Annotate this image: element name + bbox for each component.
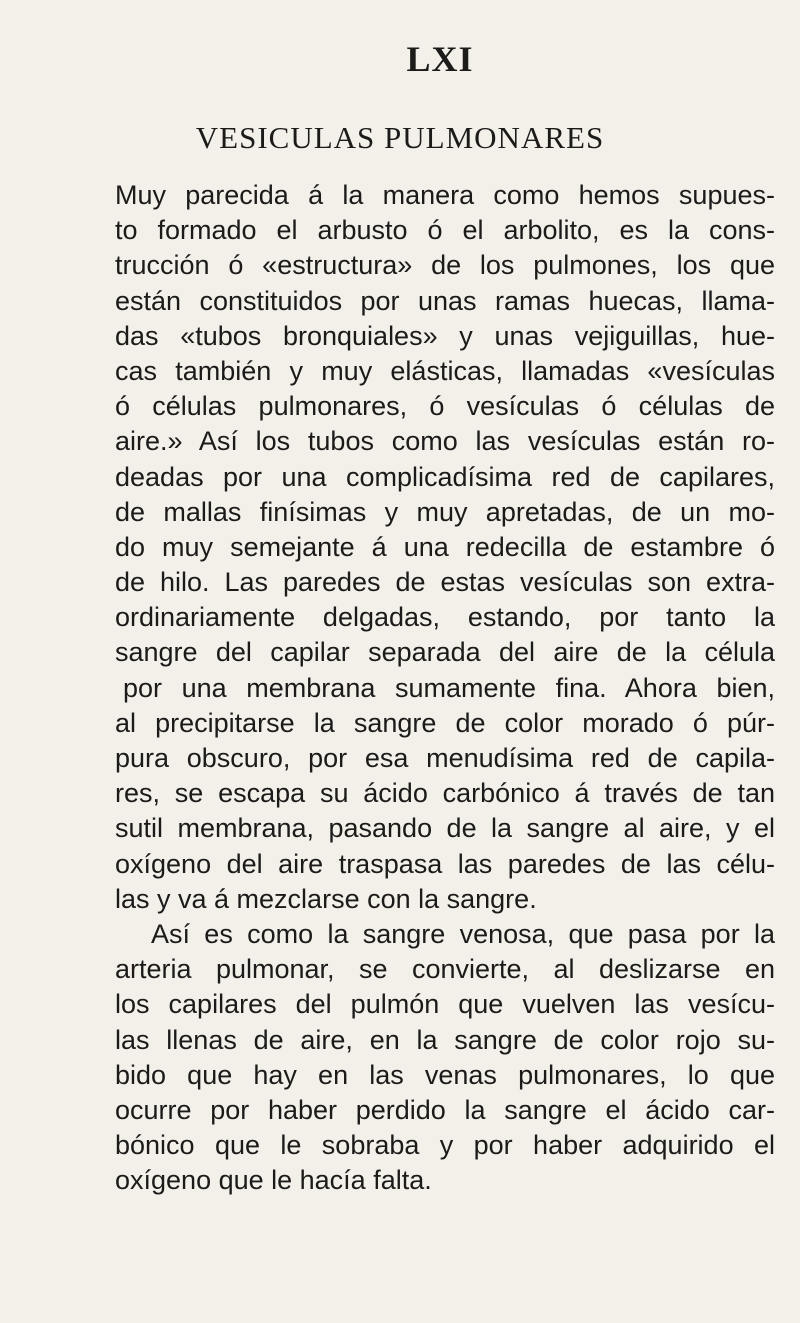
text-line: res, se escapa su ácido carbónico á través de tan bbox=[115, 778, 775, 809]
text-line: bónico que le sobraba y por haber adquirido el bbox=[115, 1130, 775, 1161]
text-line: de mallas finísimas y muy apretadas, de un mo- bbox=[115, 496, 775, 527]
text-line: sangre del capilar separada del aire de la célula bbox=[115, 637, 775, 668]
text-line: to formado el arbusto ó el arbolito, es la cons- bbox=[115, 215, 775, 246]
text-line: ó células pulmonares, ó vesículas ó células de bbox=[115, 391, 775, 422]
text-line: las y va á mezclarse con la sangre. bbox=[115, 883, 537, 914]
text-line: bido que hay en las venas pulmonares, lo que bbox=[115, 1059, 775, 1090]
text-line: ordinariamente delgadas, estando, por tanto la bbox=[115, 602, 775, 633]
text-line: están constituidos por unas ramas huecas, llama- bbox=[115, 285, 775, 316]
text-line: deadas por una complicadísima red de capilares, bbox=[115, 461, 775, 492]
section-number: LXI bbox=[406, 39, 474, 79]
text-line: las llenas de aire, en la sangre de color rojo su- bbox=[115, 1024, 775, 1055]
text-line: pura obscuro, por esa menudísima red de capila- bbox=[115, 743, 775, 773]
text-line: oxígeno del aire traspasa las paredes de las célu- bbox=[115, 848, 775, 879]
section-title: VESICULAS PULMONARES bbox=[195, 120, 605, 155]
text-line: aire.» Así los tubos como las vesículas están ro- bbox=[115, 426, 775, 457]
paragraph bbox=[115, 178, 775, 917]
text-line: do muy semejante á una redecilla de estambre ó bbox=[115, 531, 775, 562]
text-line: Muy parecida á la manera como hemos supues- bbox=[115, 180, 775, 210]
text-line: sutil membrana, pasando de la sangre al aire, y el bbox=[115, 813, 775, 844]
text-line: arteria pulmonar, se convierte, al deslizarse en bbox=[115, 954, 775, 985]
text-line: ocurre por haber perdido la sangre el ácido car- bbox=[115, 1094, 775, 1125]
text-line: de hilo. Las paredes de estas vesículas son extra- bbox=[115, 567, 775, 598]
paragraph bbox=[115, 917, 775, 1199]
text-line: oxígeno que le hacía falta. bbox=[115, 1165, 432, 1196]
text-line: trucción ó «estructura» de los pulmones, los que bbox=[115, 250, 775, 281]
text-line: Así es como la sangre venosa, que pasa por la bbox=[151, 918, 775, 949]
text-line: por una membrana sumamente fina. Ahora bien, bbox=[123, 672, 775, 703]
body-text bbox=[115, 178, 775, 1198]
text-line: los capilares del pulmón que vuelven las vesícu- bbox=[115, 989, 775, 1020]
text-line: das «tubos bronquiales» y unas vejiguillas, hue- bbox=[115, 320, 775, 351]
text-line: cas también y muy elásticas, llamadas «vesículas bbox=[115, 355, 775, 386]
text-line: al precipitarse la sangre de color morado ó púr- bbox=[115, 707, 775, 738]
